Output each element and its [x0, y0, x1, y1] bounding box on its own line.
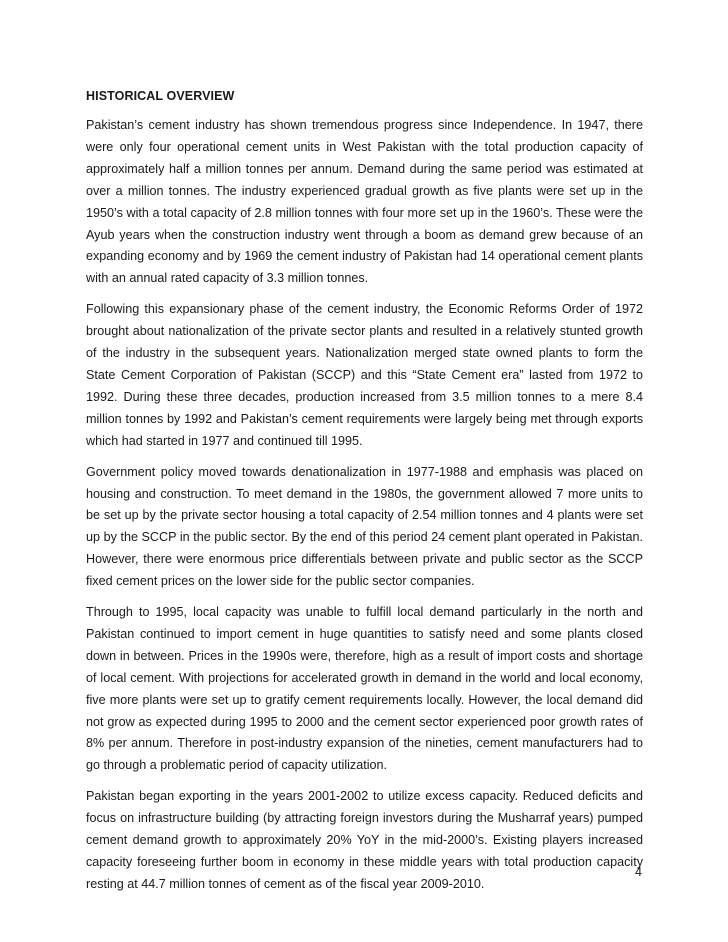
document-page [86, 86, 643, 905]
paragraph-4: Through to 1995, local capacity was unable to fulfill local demand particularly in the north and Pakistan continued to import cement in huge quantities to satisfy need and some plants closed down in between. Prices in the 1990s were, therefore, high as a result of import costs and shortage of local cement. With projections for accelerated growth in demand in the world and local economy, five more plants were set up to gratify cement requirements locally. However, the local demand did not grow as expected during 1995 to 2000 and the cement sector experienced poor growth rates of 8% per annum. Therefore in post-industry expansion of the nineties, cement manufacturers had to go through a problematic period of capacity utilization. [86, 605, 643, 773]
page-number: 4 [635, 865, 642, 879]
paragraph-3: Government policy moved towards denationalization in 1977-1988 and emphasis was placed on housing and construction. To meet demand in the 1980s, the government allowed 7 more units to be set up by the private sector housing a total capacity of 2.54 million tonnes and 4 plants were set up by the SCCP in the public sector. By the end of this period 24 cement plant operated in Pakistan. However, there were enormous price differentials between private and public sector as the SCCP fixed cement prices on the lower side for the public sector companies. [86, 464, 643, 589]
paragraph-2: Following this expansionary phase of the cement industry, the Economic Reforms Order of 1972 brought about nationalization of the private sector plants and resulted in a relatively stunted growth of the industry in the subsequent years. Nationalization merged state owned plants to form the State Cement Corporation of Pakistan (SCCP) and this “State Cement era” lasted from 1972 to 1992. During these three decades, production increased from 3.5 million tonnes to a mere 8.4 million tonnes by 1992 and Pakistan’s cement requirements were largely being met through exports which had started in 1977 and continued till 1995. [86, 302, 643, 448]
section-heading: HISTORICAL OVERVIEW [86, 89, 235, 103]
paragraph-1: Pakistan’s cement industry has shown tremendous progress since Independence. In 1947, there were only four operational cement units in West Pakistan with the total production capacity of approximately half a million tonnes per annum. Demand during the same period was estimated at over a million tonnes. The industry experienced gradual growth as five plants were set up in the 1950’s with a total capacity of 2.8 million tonnes with four more set up in the 1960’s. These were the Ayub years when the construction industry went through a boom as demand grew because of an expanding economy and by 1969 the cement industry of Pakistan had 14 operational cement plants with an annual rated capacity of 3.3 million tonnes. [86, 118, 643, 286]
paragraph-5: Pakistan began exporting in the years 2001-2002 to utilize excess capacity. Reduced deficits and focus on infrastructure building (by attracting foreign investors during the Musharraf years) pumped cement demand growth to approximately 20% YoY in the mid-2000’s. Existing players increased capacity foreseeing further boom in economy in these middle years with total production capacity resting at 44.7 million tonnes of cement as of the fiscal year 2009-2010. [86, 789, 643, 891]
